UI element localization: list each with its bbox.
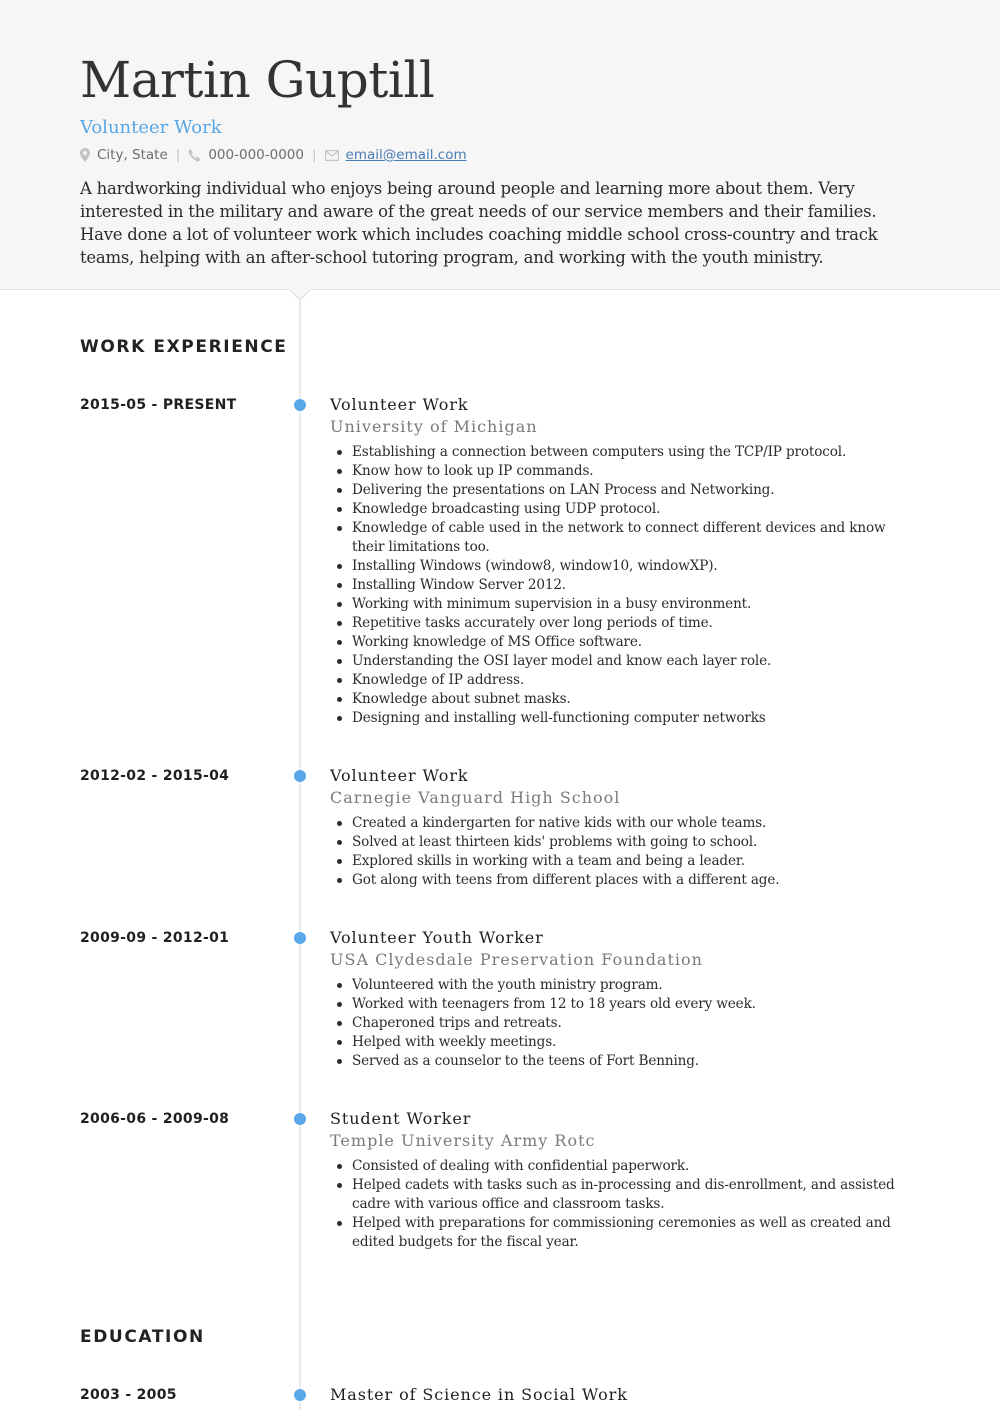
bullet-item: Consisted of dealing with confidential paperwork. bbox=[330, 1157, 920, 1176]
entry-date: 2012-02 - 2015-04 bbox=[80, 768, 230, 784]
bullet-item: Understanding the OSI layer model and know each layer role. bbox=[330, 652, 920, 671]
entry-content bbox=[330, 765, 920, 890]
bullet-item: Helped cadets with tasks such as in-processing and dis-enrollment, and assisted cadre with various office and classroom tasks. bbox=[330, 1176, 920, 1214]
contact-location bbox=[80, 147, 168, 163]
entry-bullets bbox=[330, 443, 920, 728]
resume-header bbox=[0, 0, 1000, 290]
bullet-item: Knowledge broadcasting using UDP protocol. bbox=[330, 500, 920, 519]
entry-date: 2003 - 2005 bbox=[80, 1387, 177, 1403]
candidate-role: Volunteer Work bbox=[80, 117, 222, 138]
bullet-item: Got along with teens from different places with a different age. bbox=[330, 871, 920, 890]
timeline-dot bbox=[294, 1113, 306, 1125]
timeline-dot bbox=[294, 399, 306, 411]
timeline-dot bbox=[294, 770, 306, 782]
bullet-item: Establishing a connection between computers using the TCP/IP protocol. bbox=[330, 443, 920, 462]
timeline-dot bbox=[294, 932, 306, 944]
candidate-name: Martin Guptill bbox=[80, 51, 435, 109]
profile-summary: A hardworking individual who enjoys being around people and learning more about them. Very interested in the military and aware of the great needs of our service members and their families. Have done a lot of volunteer work which includes coaching middle school cross-country and track teams, helping with an after-school tutoring program, and working with the youth ministry. bbox=[80, 179, 878, 267]
bullet-item: Explored skills in working with a team and being a leader. bbox=[330, 852, 920, 871]
entry-bullets bbox=[330, 1157, 920, 1252]
bullet-item: Designing and installing well-functioning computer networks bbox=[330, 709, 920, 728]
email-link[interactable]: email@email.com bbox=[345, 147, 467, 163]
entry-content bbox=[330, 927, 920, 1071]
entry-date: 2006-06 - 2009-08 bbox=[80, 1111, 230, 1127]
phone-text: 000-000-0000 bbox=[208, 147, 304, 163]
bullet-item: Knowledge of IP address. bbox=[330, 671, 920, 690]
bullet-item: Installing Window Server 2012. bbox=[330, 576, 920, 595]
bullet-item: Knowledge of cable used in the network to connect different devices and know their limitations too. bbox=[330, 519, 920, 557]
education-heading: EDUCATION bbox=[80, 1327, 205, 1347]
entry-bullets bbox=[330, 814, 920, 890]
contact-email[interactable] bbox=[325, 147, 467, 163]
contact-info bbox=[80, 145, 467, 165]
bullet-item: Know how to look up IP commands. bbox=[330, 462, 920, 481]
work-experience-heading: WORK EXPERIENCE bbox=[80, 337, 288, 357]
entry-date: 2009-09 - 2012-01 bbox=[80, 930, 230, 946]
contact-phone bbox=[188, 147, 304, 163]
timeline-dot bbox=[294, 1389, 306, 1401]
bullet-item: Delivering the presentations on LAN Process and Networking. bbox=[330, 481, 920, 500]
bullet-item: Solved at least thirteen kids' problems with going to school. bbox=[330, 833, 920, 852]
timeline-line bbox=[299, 298, 301, 1410]
envelope-icon bbox=[325, 150, 339, 161]
entry-title: Student Worker bbox=[330, 1109, 472, 1128]
phone-icon bbox=[188, 149, 201, 162]
bullet-item: Installing Windows (window8, window10, windowXP). bbox=[330, 557, 920, 576]
bullet-item: Working knowledge of MS Office software. bbox=[330, 633, 920, 652]
bullet-item: Served as a counselor to the teens of Fort Benning. bbox=[330, 1052, 920, 1071]
entry-title: Volunteer Work bbox=[330, 395, 469, 414]
entry-organization: Temple University Army Rotc bbox=[330, 1131, 596, 1150]
entry-content bbox=[330, 1108, 920, 1252]
bullet-item: Volunteered with the youth ministry program. bbox=[330, 976, 920, 995]
location-text: City, State bbox=[97, 147, 168, 163]
bullet-item: Created a kindergarten for native kids with our whole teams. bbox=[330, 814, 920, 833]
bullet-item: Worked with teenagers from 12 to 18 years old every week. bbox=[330, 995, 920, 1014]
entry-organization: Carnegie Vanguard High School bbox=[330, 788, 621, 807]
bullet-item: Working with minimum supervision in a busy environment. bbox=[330, 595, 920, 614]
entry-organization: University of Michigan bbox=[330, 417, 538, 436]
entry-title: Volunteer Youth Worker bbox=[330, 928, 544, 947]
contact-separator: | bbox=[311, 147, 317, 163]
entry-bullets bbox=[330, 976, 920, 1071]
entry-content bbox=[330, 1384, 920, 1406]
entry-content bbox=[330, 394, 920, 728]
bullet-item: Chaperoned trips and retreats. bbox=[330, 1014, 920, 1033]
entry-date: 2015-05 - PRESENT bbox=[80, 397, 237, 413]
bullet-item: Helped with preparations for commissioning ceremonies as well as created and edited budgets for the fiscal year. bbox=[330, 1214, 920, 1252]
entry-title: Volunteer Work bbox=[330, 766, 469, 785]
location-pin-icon bbox=[80, 148, 90, 162]
entry-organization: USA Clydesdale Preservation Foundation bbox=[330, 950, 703, 969]
bullet-item: Knowledge about subnet masks. bbox=[330, 690, 920, 709]
bullet-item: Helped with weekly meetings. bbox=[330, 1033, 920, 1052]
entry-title: Master of Science in Social Work bbox=[330, 1385, 628, 1404]
contact-separator: | bbox=[175, 147, 181, 163]
bullet-item: Repetitive tasks accurately over long periods of time. bbox=[330, 614, 920, 633]
